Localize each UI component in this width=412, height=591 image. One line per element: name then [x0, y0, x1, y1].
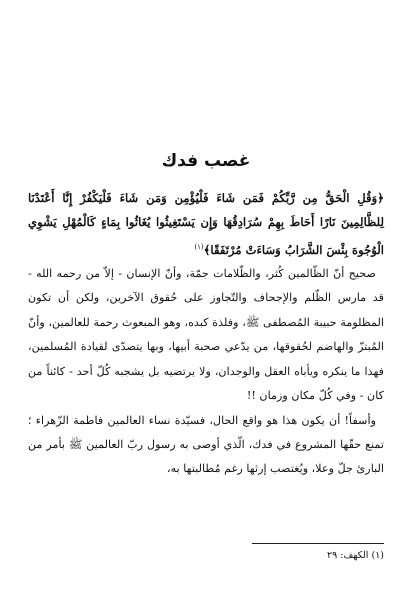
page-title: غصب فدك — [161, 151, 251, 171]
footnote-divider — [252, 543, 384, 544]
paragraph-1: صحيح أنّ الظّالمين كُثر، والظّلامات جمّة، وأنّ الإنسان - إلاّ من رحمه الله - قد مارس الظّلم والإجحاف والتّجاوز على حُقوق الآخرين، ولكن أن تكون المظلومة حبيبة المُصطفى ﷺ، وفلذة كبده، وهو المبعوث رحمة للعالمين، وأنّ المُبتزّ والهاضم لحُقوقها، من يدّعي صحبة أبيها، وبها يتصدّى لقيادة المُسلمين، فهذا ما ينكره ويأباه العقل والوجدان، ولا يرتضيه بل يشجبه كُلّ أحد - كائناً من كان - وفي كُلّ مكان وزمان !! — [28, 267, 384, 403]
body-text — [28, 186, 384, 482]
paragraph-2: وأسفاً! أن يكون هذا هو واقع الحال، فسيّدة نساء العالمين فاطمة الزّهراء ؛ تمنع حقّها المشروع في فدك، الّذي أوصى به رسول ربّ العالمين ﷺ بأمر من البارئ جلّ وعلا، ويُغتصب إرثها رغم مُطالبتها به، — [28, 413, 384, 476]
footnote: (١) الكهف: ٢٩ — [327, 550, 384, 561]
footnote-mark: (١) — [194, 242, 204, 251]
verse-text: ﴿وَقُلِ الْحَقُّ مِن رَّبِّكُمْ فَمَن شَاءَ فَلْيُؤْمِن وَمَن شَاءَ فَلْيَكْفُرْ إِنَّا أَعْتَدْنَا لِلظَّالِمِينَ نَارًا أَحَاطَ بِهِمْ سُرَادِقُهَا وَإِن يَسْتَغِيثُوا يُغَاثُوا بِمَاءٍ كَالْمُهْلِ يَشْوِي الْوُجُوهَ بِئْسَ الشَّرَابُ وَسَاءَتْ مُرْتَفَقًا﴾ — [28, 191, 384, 257]
quran-verse — [28, 186, 384, 262]
